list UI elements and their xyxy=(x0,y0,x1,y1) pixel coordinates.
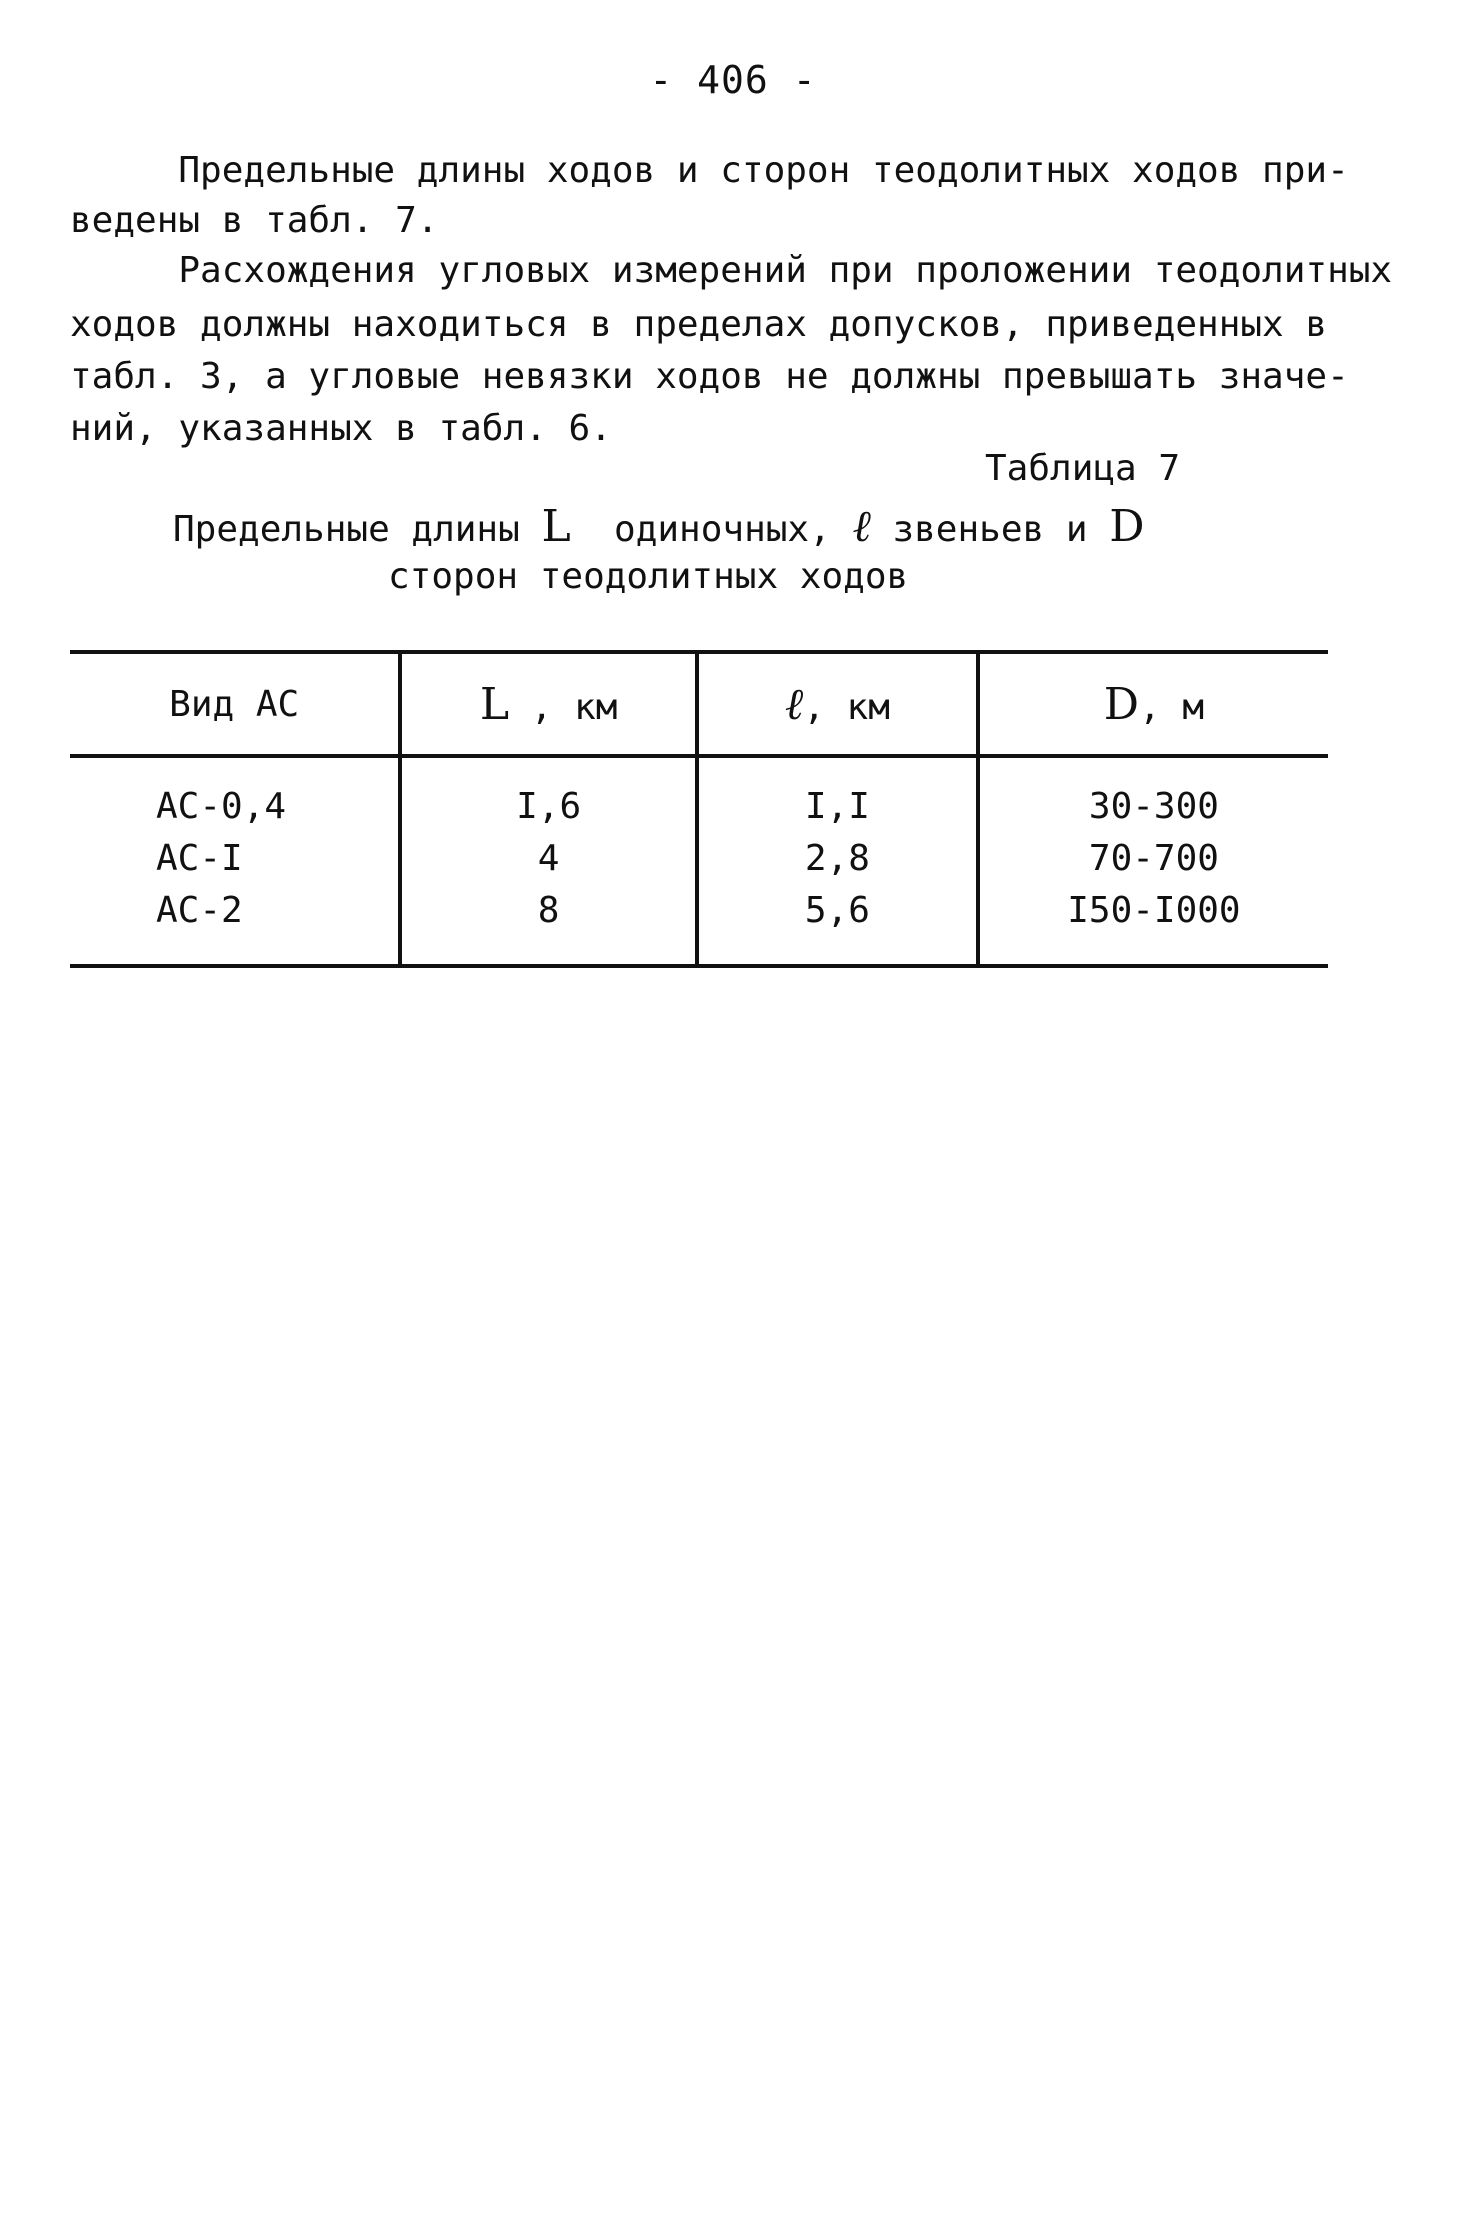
cell-type: АС-0,4 xyxy=(156,785,287,827)
cell-L: I,6 xyxy=(400,756,697,832)
header-l-symbol: ℓ xyxy=(784,678,804,730)
cell-type: АС-I xyxy=(156,837,243,879)
table-title xyxy=(173,502,1144,555)
cell-L: 8 xyxy=(400,884,697,966)
cell-D: I50-I000 xyxy=(978,884,1328,966)
table-row xyxy=(70,756,1328,832)
cell-D: 30-300 xyxy=(978,756,1328,832)
header-L-unit: , км xyxy=(509,686,618,728)
header-D-symbol: D xyxy=(1103,678,1140,730)
table-number: Таблица 7 xyxy=(985,448,1181,489)
table-header-row xyxy=(70,652,1328,756)
cell-l: I,I xyxy=(697,756,978,832)
page-number: - 406 - xyxy=(649,58,817,102)
paragraph-2-line-4: ний, указанных в табл. 6. xyxy=(70,408,612,449)
table-row xyxy=(70,832,1328,884)
symbol-D: D xyxy=(1109,501,1145,552)
header-D-unit: , м xyxy=(1139,686,1205,728)
symbol-L: L xyxy=(541,501,571,552)
cell-l: 2,8 xyxy=(697,832,978,884)
cell-L: 4 xyxy=(400,832,697,884)
paragraph-2-line-2: ходов должны находиться в пределах допусков, приведенных в xyxy=(70,304,1328,345)
header-L xyxy=(400,652,697,756)
cell-type: АС-2 xyxy=(70,884,400,966)
header-type: Вид АС xyxy=(70,652,400,756)
table-title-line-2: сторон теодолитных ходов xyxy=(388,556,909,597)
paragraph-2-line-3: табл. 3, а угловые невязки ходов не должны превышать значе- xyxy=(70,356,1349,397)
paragraph-2-line-1: Расхождения угловых измерений при проложении теодолитных xyxy=(70,250,1393,291)
limits-table xyxy=(70,650,1328,968)
paragraph-1-line-1: Предельные длины ходов и сторон теодолитных ходов при- xyxy=(70,150,1349,191)
table-title-text-1: Предельные длины xyxy=(173,509,542,550)
table-title-text-3: звеньев и xyxy=(870,509,1110,550)
table-row xyxy=(70,884,1328,966)
table-title-text-2: одиночных, xyxy=(570,509,853,550)
header-D xyxy=(978,652,1328,756)
header-l-unit: , км xyxy=(803,686,890,728)
cell-l: 5,6 xyxy=(697,884,978,966)
header-L-symbol: L xyxy=(479,678,510,730)
paragraph-1-line-2: ведены в табл. 7. xyxy=(70,200,439,241)
header-l xyxy=(697,652,978,756)
symbol-l: ℓ xyxy=(852,501,871,552)
cell-D: 70-700 xyxy=(978,832,1328,884)
